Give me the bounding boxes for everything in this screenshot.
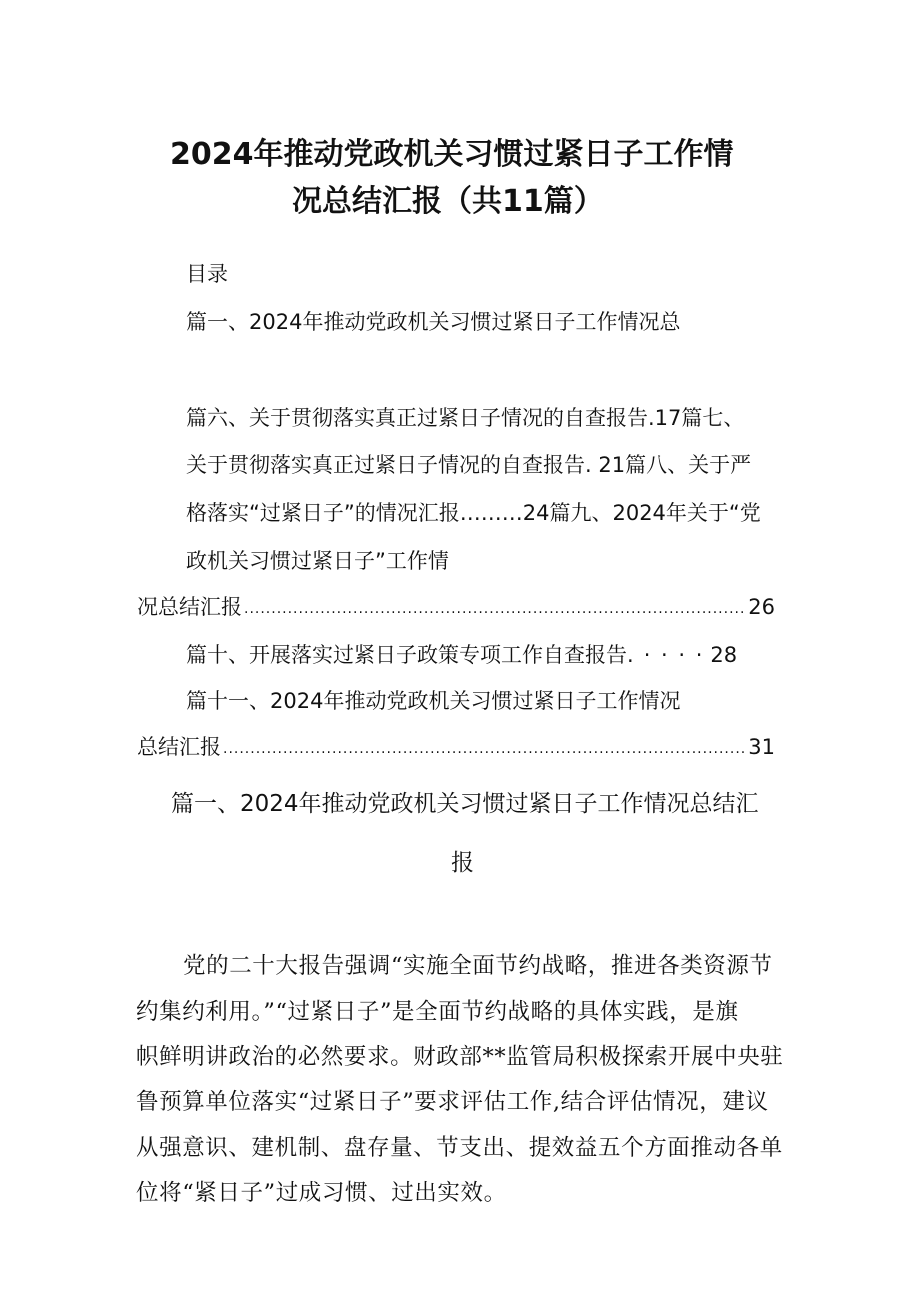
toc-heading: 目录 — [186, 262, 228, 286]
document-title-line-2: 况总结汇报（共11篇） — [292, 184, 604, 219]
section-title-line-1: 篇一、2024年推动党政机关习惯过紧日子工作情况总结汇 — [171, 791, 759, 817]
toc-entry[interactable]: 关于贯彻落实真正过紧日子情况的自查报告. 21篇八、关于严 — [186, 453, 752, 477]
toc-leader-dots — [244, 602, 746, 618]
toc-entry[interactable] — [137, 597, 775, 618]
toc-leader-dots: · · · · — [643, 643, 705, 667]
body-paragraph-line: 位将“紧日子”过成习惯、过出实效。 — [136, 1180, 507, 1206]
body-paragraph-line: 鲁预算单位落实“过紧日子”要求评估工作,结合评估情况，建议 — [136, 1089, 769, 1115]
toc-page-number: 26 — [748, 595, 775, 619]
toc-entry-label: 总结汇报 — [137, 735, 221, 759]
body-paragraph-line: 党的二十大报告强调“实施全面节约战略，推进各类资源节 — [183, 953, 773, 979]
toc-entry[interactable]: 政机关习惯过紧日子”工作情 — [186, 549, 449, 573]
body-paragraph-line: 帜鲜明讲政治的必然要求。财政部**监管局积极探索开展中央驻 — [136, 1044, 784, 1070]
document-title-line-1: 2024年推动党政机关习惯过紧日子工作情 — [170, 137, 734, 172]
toc-entry-label: 况总结汇报 — [137, 595, 242, 619]
toc-entry-label: 篇十、开展落实过紧日子政策专项工作自查报告. — [186, 643, 634, 667]
section-title-line-2: 报 — [451, 850, 474, 876]
toc-page-number: 31 — [748, 735, 775, 759]
toc-entry[interactable]: 篇十一、2024年推动党政机关习惯过紧日子工作情况 — [186, 689, 681, 713]
toc-entry[interactable] — [137, 737, 775, 758]
toc-entry[interactable]: 格落实“过紧日子”的情况汇报………24篇九、2024年关于“党 — [186, 501, 761, 525]
toc-entry[interactable] — [186, 645, 737, 666]
toc-entry[interactable]: 篇一、2024年推动党政机关习惯过紧日子工作情况总 — [186, 310, 681, 334]
body-paragraph-line: 从强意识、建机制、盘存量、节支出、提效益五个方面推动各单 — [136, 1135, 783, 1161]
body-paragraph-line: 约集约利用。”“过紧日子”是全面节约战略的具体实践，是旗 — [136, 999, 739, 1025]
toc-entry[interactable]: 篇六、关于贯彻落实真正过紧日子情况的自查报告.17篇七、 — [186, 406, 745, 430]
toc-page-number: 28 — [710, 643, 738, 667]
toc-leader-dots — [223, 742, 746, 758]
